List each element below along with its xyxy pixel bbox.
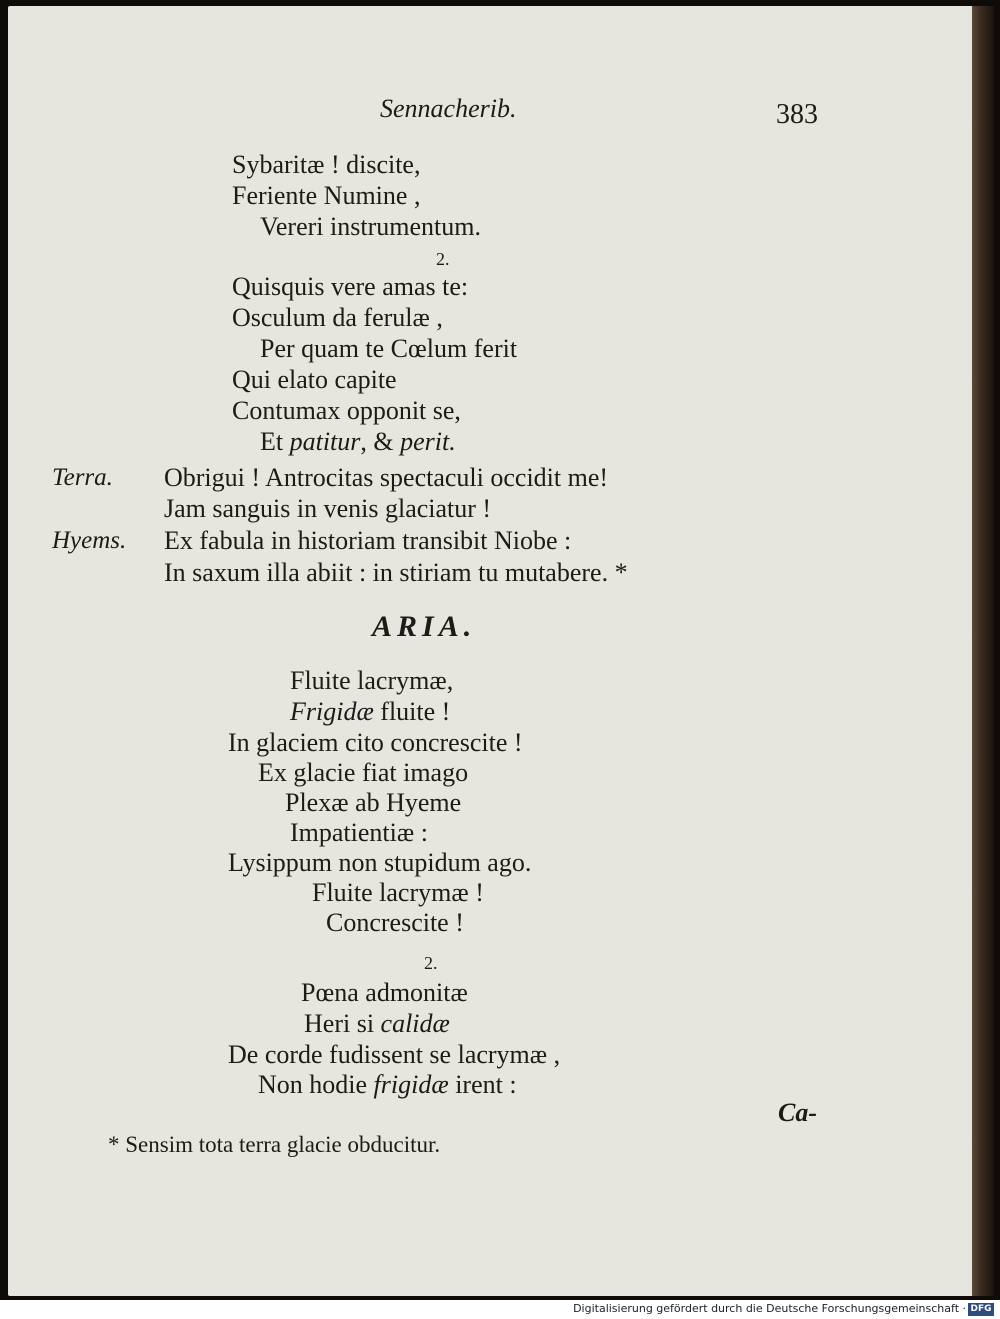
italic-word: patitur: [289, 427, 361, 456]
italic-word: frigidæ: [373, 1070, 449, 1099]
italic-word: perit.: [400, 427, 456, 456]
aria-line: [258, 1070, 517, 1100]
aria-line: In glaciem cito concrescite !: [228, 728, 523, 757]
aria-line: Concrescite !: [326, 908, 464, 937]
verse-text: Heri si: [304, 1009, 381, 1038]
aria-line: [304, 1009, 450, 1039]
dfg-logo: DFG: [968, 1303, 994, 1316]
italic-word: calidæ: [380, 1009, 450, 1038]
dialogue-line: Jam sanguis in venis glaciatur !: [164, 494, 492, 523]
aria-line: Lysippum non stupidum ago.: [228, 848, 532, 877]
dialogue-line: Ex fabula in historiam transibit Niobe :: [164, 526, 572, 555]
aria-line: Fluite lacrymæ !: [312, 878, 484, 907]
verse-text: fluite !: [373, 697, 451, 726]
aria-line: Ex glacie fiat imago: [258, 758, 469, 787]
stanza-number: 2.: [436, 249, 450, 269]
running-title: Sennacherib.: [380, 94, 517, 123]
verse-line: Vereri instrumentum.: [260, 212, 481, 241]
footnote: * Sensim tota terra glacie obducitur.: [108, 1132, 441, 1157]
aria-line: [290, 697, 450, 727]
verse-line: Per quam te Cœlum ferit: [260, 334, 518, 363]
italic-word: Frigidæ: [290, 697, 374, 726]
verse-text: , &: [360, 427, 401, 456]
book-edge: [972, 6, 994, 1296]
aria-line: De corde fudissent se lacrymæ ,: [228, 1040, 561, 1069]
footer-bar: [0, 1300, 1000, 1319]
page-number: 383: [776, 99, 818, 130]
verse-text: Et: [260, 427, 290, 456]
aria-line: Fluite lacrymæ,: [290, 666, 454, 695]
verse-line: Qui elato capite: [232, 365, 397, 394]
stanza-number: 2.: [424, 953, 438, 973]
verse-line: Contumax opponit se,: [232, 396, 461, 425]
aria-line: Impatientiæ :: [290, 818, 428, 847]
aria-line: Pœna admonitæ: [301, 978, 468, 1007]
verse-line: Sybaritæ ! discite,: [232, 150, 421, 179]
book-page: [8, 6, 974, 1296]
verse-line: [260, 427, 456, 457]
dialogue-line: Obrigui ! Antrocitas spectaculi occidit me!: [164, 463, 609, 492]
verse-text: irent :: [448, 1070, 517, 1099]
verse-line: Osculum da ferulæ ,: [232, 303, 443, 332]
verse-text: Non hodie: [258, 1070, 374, 1099]
dialogue-line: In saxum illa abiit : in stiriam tu mutabere. *: [164, 558, 628, 587]
speaker-label: Terra.: [52, 464, 113, 491]
aria-line: Plexæ ab Hyeme: [285, 788, 462, 817]
footer-credit: Digitalisierung gefördert durch die Deutsche Forschungsgemeinschaft ·: [573, 1302, 966, 1315]
verse-line: Quisquis vere amas te:: [232, 272, 469, 301]
aria-title: ARIA.: [372, 610, 477, 643]
speaker-label: Hyems.: [52, 527, 127, 554]
catchword: Ca-: [778, 1098, 817, 1127]
verse-line: Feriente Numine ,: [232, 181, 421, 210]
